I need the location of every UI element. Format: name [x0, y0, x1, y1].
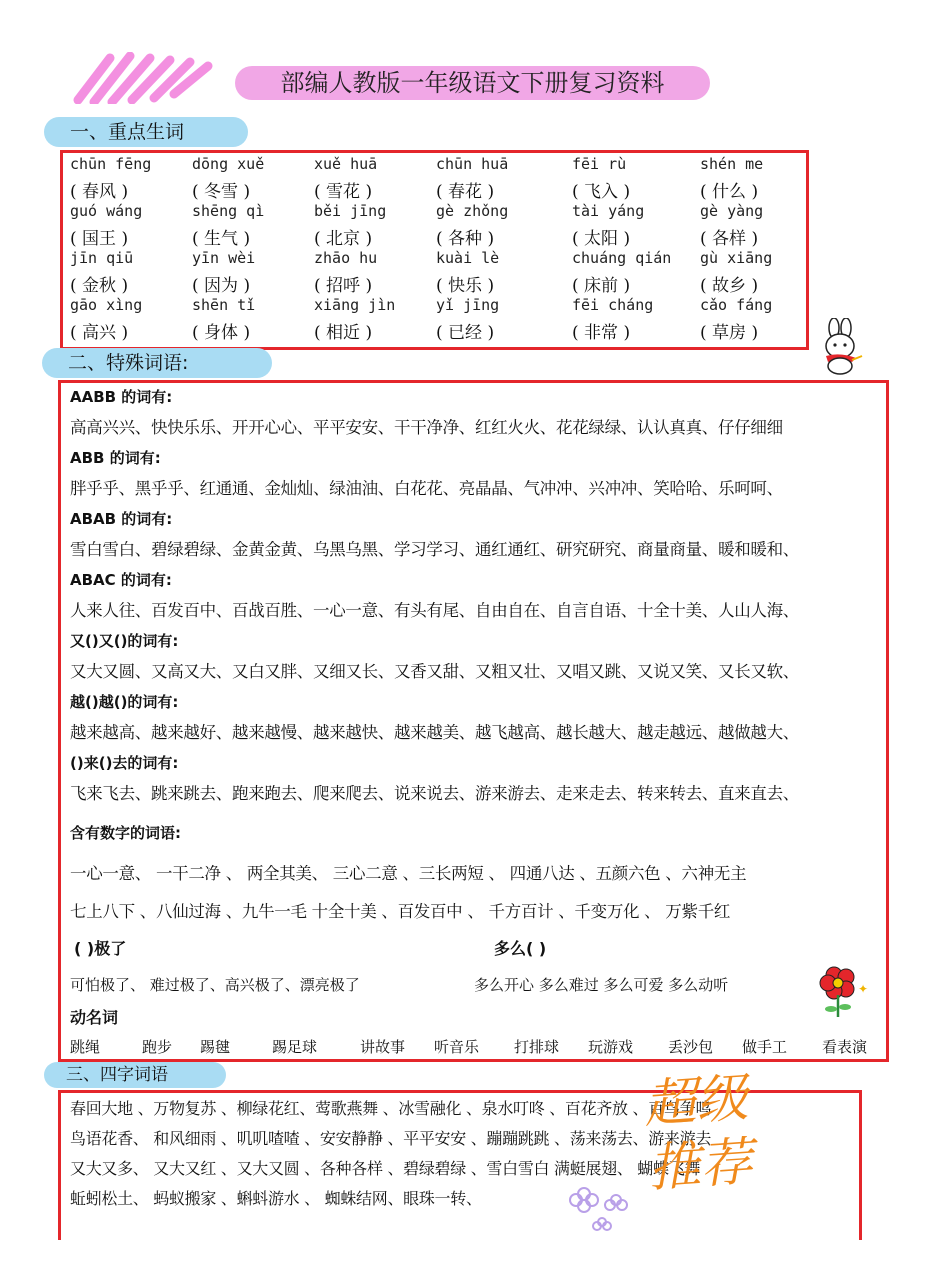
page-title: 部编人教版一年级语文下册复习资料 [235, 66, 710, 100]
vocab-hanzi: ( 春风 ) [70, 182, 129, 202]
vocab-pinyin: guó wáng [70, 202, 143, 220]
special-group-label: AABB 的词有: [70, 388, 173, 406]
svg-text:✦: ✦ [858, 982, 869, 996]
vocab-hanzi: ( 非常 ) [572, 323, 631, 343]
vocab-hanzi: ( 金秋 ) [70, 276, 129, 296]
vocab-hanzi: ( 国王 ) [70, 229, 129, 249]
vocab-hanzi: ( 床前 ) [572, 276, 631, 296]
special-group-words: 高高兴兴、快快乐乐、开开心心、平平安安、干干净净、红红火火、花花绿绿、认认真真、仔仔细细 [70, 418, 783, 437]
special-group-label: ABAB 的词有: [70, 510, 173, 528]
vocab-pinyin: chūn fēng [70, 155, 152, 173]
vocab-pinyin: chuáng qián [572, 249, 672, 267]
vocab-hanzi: ( 草房 ) [700, 323, 759, 343]
vocab-hanzi: ( 高兴 ) [70, 323, 129, 343]
dongming-item: 丢沙包 [668, 1038, 714, 1056]
dongming-item: 跑步 [142, 1038, 173, 1056]
vocab-pinyin: fēi rù [572, 155, 627, 173]
pink-marker-decoration [70, 52, 220, 104]
special-group-label: 又()又()的词有: [70, 632, 179, 650]
dongming-item: 做手工 [742, 1038, 788, 1056]
vocab-hanzi: ( 飞入 ) [572, 182, 631, 202]
section-header-key-words: 一、重点生词 [44, 117, 248, 147]
vocab-hanzi: ( 已经 ) [436, 323, 495, 343]
four-char-line-3: 又大又多、 又大又红 、又大又圆 、各种各样 、碧绿碧绿 、雪白雪白 满蜓展翅、 蝴蝶飞舞 [70, 1159, 701, 1178]
dongming-item: 讲故事 [360, 1038, 406, 1056]
vocab-hanzi: ( 因为 ) [192, 276, 251, 296]
vocab-pinyin: cǎo fáng [700, 296, 773, 314]
vocab-pinyin: chūn huā [436, 155, 509, 173]
vocab-pinyin: dōng xuě [192, 155, 265, 173]
vocab-hanzi: ( 各样 ) [700, 229, 759, 249]
vocab-pinyin: kuài lè [436, 249, 500, 267]
dongming-item: 听音乐 [434, 1038, 480, 1056]
vocab-hanzi: ( 故乡 ) [700, 276, 759, 296]
jile-line: 可怕极了、 难过极了、高兴极了、漂亮极了 [70, 976, 360, 994]
special-group-words: 越来越高、越来越好、越来越慢、越来越快、越来越美、越飞越高、越长越大、越走越远、越做越大、 [70, 723, 800, 742]
numbers-line-1: 一心一意、 一干二净 、 两全其美、 三心二意 、三长两短 、 四通八达 、五颜六色 、六神无主 [70, 864, 747, 883]
vocab-hanzi: ( 太阳 ) [572, 229, 631, 249]
dongming-label: 动名词 [70, 1008, 119, 1027]
section-header-special-words: 二、特殊词语: [42, 348, 272, 378]
vocab-hanzi: ( 什么 ) [700, 182, 759, 202]
flower-sticker-icon [812, 963, 872, 1023]
vocab-pinyin: xuě huā [314, 155, 378, 173]
vocab-hanzi: ( 各种 ) [436, 229, 495, 249]
four-char-line-2: 鸟语花香、 和风细雨 、叽叽喳喳 、安安静静 、平平安安 、蹦蹦跳跳 、荡来荡去、游来游去 [70, 1129, 712, 1148]
duome-label: 多么( ) [494, 939, 547, 958]
small-flowers-icon [566, 1180, 636, 1232]
vocab-pinyin: gè yàng [700, 202, 764, 220]
vocab-pinyin: jīn qiū [70, 249, 134, 267]
vocab-hanzi: ( 雪花 ) [314, 182, 373, 202]
duome-line: 多么开心 多么难过 多么可爱 多么动听 [474, 976, 729, 994]
vocab-pinyin: shēn tǐ [192, 296, 256, 314]
dongming-item: 玩游戏 [588, 1038, 634, 1056]
vocab-pinyin: gè zhǒng [436, 202, 509, 220]
vocab-pinyin: shén me [700, 155, 764, 173]
dongming-item: 打排球 [514, 1038, 560, 1056]
numbers-line-2: 七上八下 、八仙过海 、九牛一毛 十全十美 、百发百中 、 千方百计 、千变万化 、 万紫千红 [70, 902, 731, 921]
vocab-pinyin: yīn wèi [192, 249, 256, 267]
vocab-pinyin: zhāo hu [314, 249, 378, 267]
vocab-pinyin: gù xiāng [700, 249, 773, 267]
special-group-words: 雪白雪白、碧绿碧绿、金黄金黄、乌黑乌黑、学习学习、通红通红、研究研究、商量商量、暖和暖和、 [70, 540, 800, 559]
special-group-label: ABAC 的词有: [70, 571, 172, 589]
vocab-pinyin: fēi cháng [572, 296, 654, 314]
vocab-hanzi: ( 身体 ) [192, 323, 251, 343]
vocab-hanzi: ( 招呼 ) [314, 276, 373, 296]
four-char-line-1: 春回大地 、万物复苏 、柳绿花红、莺歌燕舞 、冰雪融化 、泉水叮咚 、百花齐放 、百鸟争鸣 [70, 1099, 712, 1118]
dongming-item: 看表演 [822, 1038, 868, 1056]
vocab-pinyin: gāo xìng [70, 296, 143, 314]
special-group-label: 越()越()的词有: [70, 693, 179, 711]
special-group-words: 又大又圆、又高又大、又白又胖、又细又长、又香又甜、又粗又壮、又唱又跳、又说又笑、又长又软、 [70, 662, 800, 681]
vocab-pinyin: shēng qì [192, 202, 265, 220]
special-group-words: 飞来飞去、跳来跳去、跑来跑去、爬来爬去、说来说去、游来游去、走来走去、转来转去、直来直去、 [70, 784, 800, 803]
numbers-label: 含有数字的词语: [70, 824, 181, 842]
special-group-label: ABB 的词有: [70, 449, 161, 467]
special-group-words: 人来人往、百发百中、百战百胜、一心一意、有头有尾、自由自在、自言自语、十全十美、人山人海、 [70, 601, 800, 620]
vocab-pinyin: xiāng jìn [314, 296, 396, 314]
jile-label: ( )极了 [74, 939, 127, 958]
handwritten-recommend-text [642, 1059, 860, 1201]
vocab-pinyin: yǐ jīng [436, 296, 500, 314]
vocab-hanzi: ( 春花 ) [436, 182, 495, 202]
key-words-grid [70, 155, 810, 345]
vocab-pinyin: běi jīng [314, 202, 387, 220]
vocab-pinyin: tài yáng [572, 202, 645, 220]
vocab-hanzi: ( 快乐 ) [436, 276, 495, 296]
dongming-item: 跳绳 [70, 1038, 101, 1056]
section-header-four-char-words: 三、四字词语 [44, 1062, 226, 1088]
vocab-hanzi: ( 北京 ) [314, 229, 373, 249]
dongming-row [70, 1036, 882, 1058]
vocab-hanzi: ( 生气 ) [192, 229, 251, 249]
dongming-item: 踢毽 [200, 1038, 231, 1056]
special-group-words: 胖乎乎、黑乎乎、红通通、金灿灿、绿油油、白花花、亮晶晶、气冲冲、兴冲冲、笑哈哈、乐呵呵、 [70, 479, 783, 498]
special-group-label: ()来()去的词有: [70, 754, 179, 772]
vocab-hanzi: ( 冬雪 ) [192, 182, 251, 202]
dongming-item: 踢足球 [272, 1038, 318, 1056]
four-char-line-4: 蚯蚓松土、 蚂蚁搬家 、蝌蚪游水 、 蜘蛛结网、眼珠一转、 [70, 1189, 482, 1208]
bunny-sticker-icon [812, 318, 872, 376]
vocab-hanzi: ( 相近 ) [314, 323, 373, 343]
handwritten-line: 超级推荐 [641, 1068, 755, 1200]
